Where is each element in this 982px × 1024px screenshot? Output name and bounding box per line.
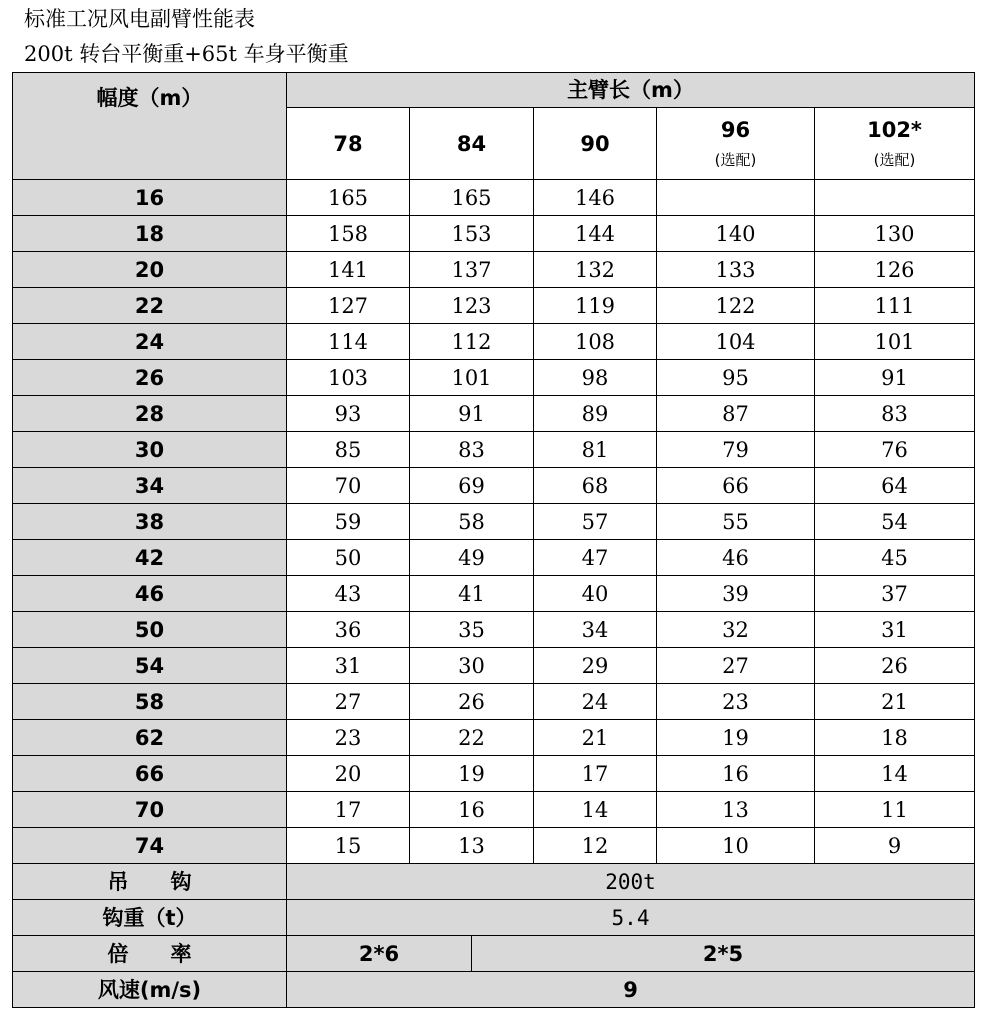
radius-cell: 46 bbox=[13, 576, 287, 612]
capacity-cell: 146 bbox=[534, 180, 657, 216]
table-row bbox=[13, 504, 975, 540]
optional-note: (选配) bbox=[714, 150, 757, 169]
radius-cell: 54 bbox=[13, 648, 287, 684]
capacity-cell: 32 bbox=[657, 612, 815, 648]
capacity-cell: 165 bbox=[287, 180, 410, 216]
capacity-cell: 137 bbox=[410, 252, 534, 288]
capacity-cell: 153 bbox=[410, 216, 534, 252]
table-row bbox=[13, 648, 975, 684]
capacity-cell: 93 bbox=[287, 396, 410, 432]
table-row bbox=[13, 612, 975, 648]
table-row bbox=[13, 252, 975, 288]
capacity-cell: 112 bbox=[410, 324, 534, 360]
table-row bbox=[13, 684, 975, 720]
capacity-cell: 26 bbox=[815, 648, 975, 684]
capacity-cell: 22 bbox=[410, 720, 534, 756]
capacity-cell: 41 bbox=[410, 576, 534, 612]
radius-cell: 66 bbox=[13, 756, 287, 792]
capacity-cell: 111 bbox=[815, 288, 975, 324]
capacity-cell: 50 bbox=[287, 540, 410, 576]
capacity-cell: 13 bbox=[657, 792, 815, 828]
capacity-cell: 81 bbox=[534, 432, 657, 468]
capacity-cell: 10 bbox=[657, 828, 815, 864]
capacity-cell: 13 bbox=[410, 828, 534, 864]
capacity-cell: 46 bbox=[657, 540, 815, 576]
capacity-cell: 45 bbox=[815, 540, 975, 576]
capacity-cell: 141 bbox=[287, 252, 410, 288]
performance-table bbox=[12, 72, 975, 1008]
capacity-cell: 36 bbox=[287, 612, 410, 648]
boom-length-78 bbox=[287, 108, 410, 180]
boom-length-value: 96 bbox=[720, 117, 751, 142]
capacity-cell: 98 bbox=[534, 360, 657, 396]
radius-cell: 20 bbox=[13, 252, 287, 288]
capacity-cell: 58 bbox=[410, 504, 534, 540]
capacity-cell: 101 bbox=[815, 324, 975, 360]
capacity-cell: 14 bbox=[815, 756, 975, 792]
capacity-cell: 30 bbox=[410, 648, 534, 684]
boom-length-90 bbox=[534, 108, 657, 180]
table-row bbox=[13, 792, 975, 828]
capacity-cell: 89 bbox=[534, 396, 657, 432]
capacity-cell: 140 bbox=[657, 216, 815, 252]
capacity-cell: 40 bbox=[534, 576, 657, 612]
radius-cell: 22 bbox=[13, 288, 287, 324]
capacity-cell: 91 bbox=[815, 360, 975, 396]
radius-cell: 70 bbox=[13, 792, 287, 828]
capacity-cell bbox=[657, 180, 815, 216]
capacity-cell: 18 bbox=[815, 720, 975, 756]
capacity-cell: 11 bbox=[815, 792, 975, 828]
capacity-cell bbox=[815, 180, 975, 216]
reeving-value-b: 2*5 bbox=[472, 936, 975, 972]
capacity-cell: 104 bbox=[657, 324, 815, 360]
capacity-cell: 23 bbox=[657, 684, 815, 720]
capacity-cell: 70 bbox=[287, 468, 410, 504]
capacity-cell: 59 bbox=[287, 504, 410, 540]
capacity-cell: 26 bbox=[410, 684, 534, 720]
optional-note: (选配) bbox=[873, 150, 916, 169]
table-row bbox=[13, 180, 975, 216]
boom-length-value: 84 bbox=[456, 131, 487, 156]
capacity-cell: 12 bbox=[534, 828, 657, 864]
page-title: 标准工况风电副臂性能表 bbox=[24, 7, 255, 31]
capacity-cell: 144 bbox=[534, 216, 657, 252]
capacity-cell: 119 bbox=[534, 288, 657, 324]
table-row bbox=[13, 216, 975, 252]
capacity-cell: 27 bbox=[657, 648, 815, 684]
capacity-cell: 66 bbox=[657, 468, 815, 504]
radius-cell: 16 bbox=[13, 180, 287, 216]
capacity-cell: 64 bbox=[815, 468, 975, 504]
hook-weight-value: 5.4 bbox=[287, 900, 975, 936]
capacity-cell: 108 bbox=[534, 324, 657, 360]
capacity-cell: 16 bbox=[657, 756, 815, 792]
capacity-cell: 91 bbox=[410, 396, 534, 432]
table-row bbox=[13, 360, 975, 396]
radius-cell: 30 bbox=[13, 432, 287, 468]
capacity-cell: 43 bbox=[287, 576, 410, 612]
reeving-label: 倍 率 bbox=[13, 936, 287, 972]
capacity-cell: 95 bbox=[657, 360, 815, 396]
capacity-cell: 57 bbox=[534, 504, 657, 540]
wind-speed-label: 风速(m/s) bbox=[13, 972, 287, 1008]
capacity-cell: 68 bbox=[534, 468, 657, 504]
capacity-cell: 31 bbox=[815, 612, 975, 648]
table-row bbox=[13, 432, 975, 468]
capacity-cell: 29 bbox=[534, 648, 657, 684]
capacity-cell: 49 bbox=[410, 540, 534, 576]
capacity-cell: 16 bbox=[410, 792, 534, 828]
capacity-cell: 130 bbox=[815, 216, 975, 252]
capacity-cell: 20 bbox=[287, 756, 410, 792]
radius-cell: 58 bbox=[13, 684, 287, 720]
capacity-cell: 9 bbox=[815, 828, 975, 864]
capacity-cell: 21 bbox=[815, 684, 975, 720]
capacity-cell: 15 bbox=[287, 828, 410, 864]
boom-length-value: 90 bbox=[580, 131, 610, 156]
capacity-cell: 83 bbox=[410, 432, 534, 468]
capacity-cell: 21 bbox=[534, 720, 657, 756]
capacity-cell: 132 bbox=[534, 252, 657, 288]
boom-length-84 bbox=[410, 108, 534, 180]
capacity-cell: 165 bbox=[410, 180, 534, 216]
boom-length-value: 78 bbox=[333, 131, 363, 156]
capacity-cell: 79 bbox=[657, 432, 815, 468]
radius-cell: 24 bbox=[13, 324, 287, 360]
table-row bbox=[13, 576, 975, 612]
radius-cell: 38 bbox=[13, 504, 287, 540]
radius-cell: 18 bbox=[13, 216, 287, 252]
capacity-cell: 87 bbox=[657, 396, 815, 432]
capacity-cell: 55 bbox=[657, 504, 815, 540]
page-subtitle: 200t 转台平衡重+65t 车身平衡重 bbox=[24, 42, 349, 66]
table-row bbox=[13, 720, 975, 756]
table-row bbox=[13, 396, 975, 432]
reeving-value-a: 2*6 bbox=[287, 936, 472, 972]
capacity-cell: 103 bbox=[287, 360, 410, 396]
capacity-cell: 158 bbox=[287, 216, 410, 252]
capacity-cell: 127 bbox=[287, 288, 410, 324]
radius-cell: 34 bbox=[13, 468, 287, 504]
radius-header: 幅度（m） bbox=[13, 73, 287, 180]
boom-length-102 bbox=[815, 108, 975, 180]
capacity-cell: 122 bbox=[657, 288, 815, 324]
capacity-cell: 101 bbox=[410, 360, 534, 396]
table-row bbox=[13, 288, 975, 324]
capacity-cell: 17 bbox=[287, 792, 410, 828]
capacity-cell: 35 bbox=[410, 612, 534, 648]
capacity-cell: 34 bbox=[534, 612, 657, 648]
capacity-cell: 37 bbox=[815, 576, 975, 612]
capacity-cell: 133 bbox=[657, 252, 815, 288]
radius-cell: 50 bbox=[13, 612, 287, 648]
capacity-cell: 114 bbox=[287, 324, 410, 360]
radius-cell: 74 bbox=[13, 828, 287, 864]
capacity-cell: 17 bbox=[534, 756, 657, 792]
capacity-cell: 19 bbox=[410, 756, 534, 792]
capacity-cell: 24 bbox=[534, 684, 657, 720]
table-row bbox=[13, 828, 975, 864]
wind-speed-value: 9 bbox=[287, 972, 975, 1008]
capacity-cell: 76 bbox=[815, 432, 975, 468]
capacity-cell: 54 bbox=[815, 504, 975, 540]
radius-cell: 62 bbox=[13, 720, 287, 756]
capacity-cell: 19 bbox=[657, 720, 815, 756]
capacity-cell: 123 bbox=[410, 288, 534, 324]
table-row bbox=[13, 468, 975, 504]
capacity-cell: 39 bbox=[657, 576, 815, 612]
table-row bbox=[13, 756, 975, 792]
capacity-cell: 23 bbox=[287, 720, 410, 756]
capacity-cell: 85 bbox=[287, 432, 410, 468]
hook-value: 200t bbox=[287, 864, 975, 900]
hook-weight-label: 钩重（t） bbox=[13, 900, 287, 936]
capacity-cell: 14 bbox=[534, 792, 657, 828]
radius-cell: 42 bbox=[13, 540, 287, 576]
radius-cell: 26 bbox=[13, 360, 287, 396]
boom-length-header: 主臂长（m） bbox=[287, 73, 975, 108]
capacity-cell: 27 bbox=[287, 684, 410, 720]
radius-cell: 28 bbox=[13, 396, 287, 432]
boom-length-value: 102* bbox=[867, 117, 922, 142]
boom-length-96 bbox=[657, 108, 815, 180]
capacity-cell: 69 bbox=[410, 468, 534, 504]
capacity-cell: 126 bbox=[815, 252, 975, 288]
table-row bbox=[13, 540, 975, 576]
hook-label: 吊 钩 bbox=[13, 864, 287, 900]
capacity-cell: 47 bbox=[534, 540, 657, 576]
capacity-cell: 83 bbox=[815, 396, 975, 432]
table-row bbox=[13, 324, 975, 360]
capacity-cell: 31 bbox=[287, 648, 410, 684]
